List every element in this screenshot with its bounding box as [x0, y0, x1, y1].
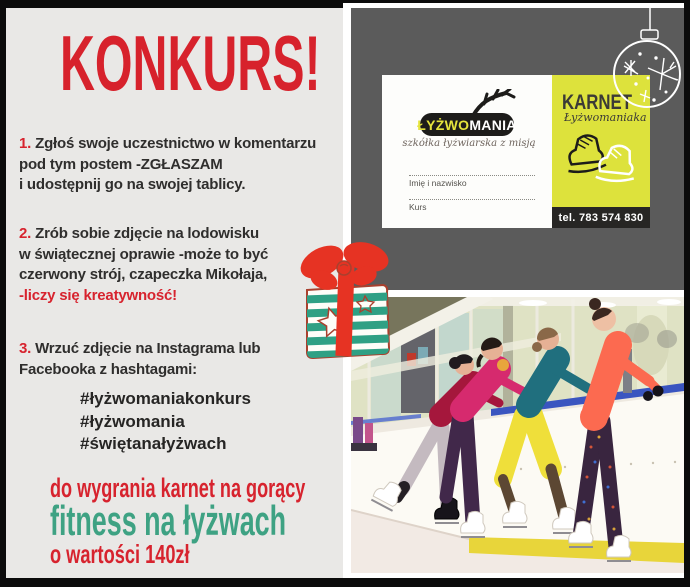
phone-bar: tel. 783 574 830: [552, 207, 650, 228]
hashtag: #łyżwomaniakonkurs: [80, 389, 252, 408]
hashtag: #świętanałyżwach: [80, 434, 227, 453]
ice-skates-icon: [560, 131, 642, 183]
poster-title: KONKURS!: [60, 19, 321, 107]
christmas-ornament-icon: [610, 8, 686, 116]
step-number: 2.: [19, 225, 32, 242]
brand-tagline: szkółka łyżwiarska z misją: [402, 138, 536, 149]
step-number: 3.: [19, 340, 32, 357]
course-field-label: Kurs: [409, 199, 535, 212]
step-number: 1.: [19, 135, 32, 152]
contest-step-3: 3. Wrzuć zdjęcie na Instagrama lub Facebooka z hashtagami:: [19, 340, 261, 378]
contest-step-2: 2. Zrób sobie zdjęcie na lodowisku w świątecznej oprawie -może to być czerwony strój, czapeczka Mikołaja, -liczy się kreatywność!: [19, 224, 268, 306]
hashtag: #łyżwomania: [80, 411, 185, 431]
contest-step-1: 1. Zgłoś swoje uczestnictwo w komentarzu pod tym postem -ZGŁASZAM i udostępnij go na swojej tablicy.: [19, 135, 317, 193]
prize-line-3: o wartości 140zł: [50, 539, 190, 569]
gift-icon: [293, 230, 401, 360]
karnet-subtitle: Łyżwomaniaka: [564, 111, 647, 124]
hashtag-list: [80, 388, 251, 456]
step-highlight: -liczy się kreatywność!: [19, 286, 177, 304]
karnet-title: KARNET: [562, 91, 632, 114]
lyzwomania-logo: ŁYŻWO MANIA: [420, 113, 514, 136]
antler-icon: [470, 89, 516, 117]
prize-line-1: do wygrania karnet na gorący: [50, 473, 306, 503]
prize-line-2: fitness na łyżwach: [50, 497, 287, 544]
name-field-label: Imię i nazwisko: [409, 175, 535, 188]
